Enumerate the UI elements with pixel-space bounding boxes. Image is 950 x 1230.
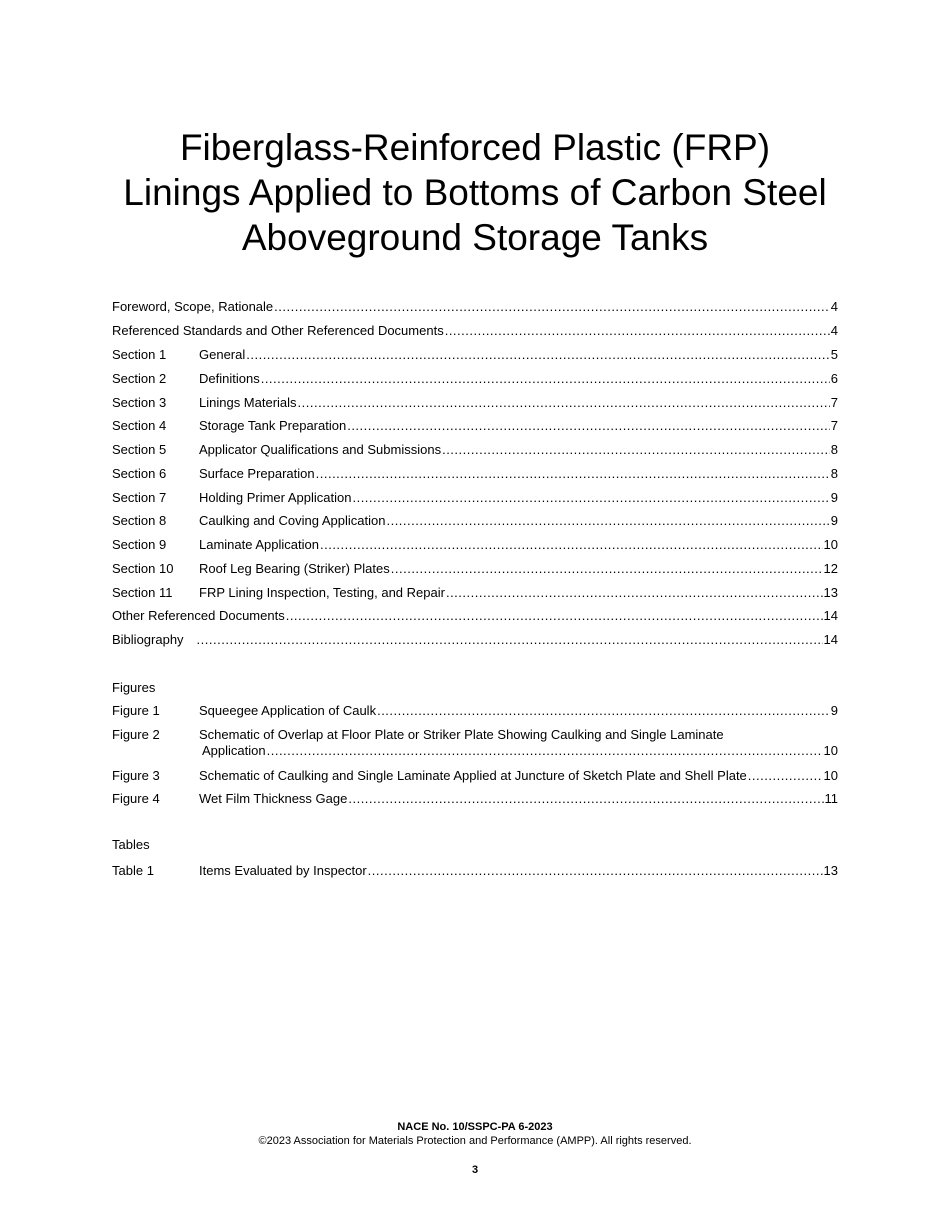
- footer-copyright: ©2023 Association for Materials Protection and Performance (AMPP). All rights reserved.: [258, 1135, 692, 1147]
- toc-entry[interactable]: [112, 606, 838, 624]
- toc-entry[interactable]: [112, 583, 838, 601]
- toc-entry-title: Referenced Standards and Other Referenced Documents: [112, 323, 444, 338]
- toc-entry[interactable]: [112, 297, 838, 315]
- toc-entry-label: Figure 1: [112, 703, 160, 718]
- toc-entry-title: FRP Lining Inspection, Testing, and Repair: [199, 585, 445, 600]
- toc-entry-label: Section 10: [112, 561, 174, 576]
- toc-leader: [391, 561, 823, 577]
- toc-entry-page: 10: [823, 537, 838, 552]
- toc-entry-title: General: [199, 347, 246, 362]
- toc-entry-title: Roof Leg Bearing (Striker) Plates: [199, 561, 390, 576]
- toc-leader: [368, 863, 823, 879]
- toc-figure-entry[interactable]: [112, 701, 838, 719]
- toc-entry[interactable]: [112, 535, 838, 553]
- toc-entry-label: Table 1: [112, 863, 154, 878]
- toc-leader: [274, 299, 830, 315]
- toc-table-entry[interactable]: [112, 861, 838, 879]
- toc-entry-label: Section 1: [112, 347, 167, 362]
- toc-leader: [316, 466, 830, 482]
- toc-leader: [286, 608, 823, 624]
- toc-entry-title: Application: [202, 743, 266, 758]
- toc-entry-page: 9: [830, 490, 838, 505]
- toc-entry-label: Section 3: [112, 395, 167, 410]
- toc-entry-title: Laminate Application: [199, 537, 319, 552]
- toc-entry-page: 6: [830, 371, 838, 386]
- toc-leader: [377, 703, 830, 719]
- toc-entry-page: 8: [830, 442, 838, 457]
- toc-entry-title: Caulking and Coving Application: [199, 513, 386, 528]
- toc-entry-label: Section 6: [112, 466, 167, 481]
- document-title: [0, 125, 950, 260]
- toc-entry-label: Figure 3: [112, 768, 160, 783]
- toc-leader: [267, 743, 823, 759]
- toc-entry-page: 7: [830, 395, 838, 410]
- toc-entry-page: 14: [823, 608, 838, 623]
- toc-leader: [386, 513, 829, 529]
- toc-entry-title: Wet Film Thickness Gage: [199, 791, 348, 806]
- toc-leader: [347, 418, 830, 434]
- toc-entry-label: Section 11: [112, 585, 173, 600]
- toc-entry-page: 7: [830, 418, 838, 433]
- toc-entry-title: Applicator Qualifications and Submissions: [199, 442, 442, 457]
- toc-leader: [320, 537, 823, 553]
- title-line-1: Fiberglass-Reinforced Plastic (FRP): [179, 127, 771, 168]
- toc-entry-title: Foreword, Scope, Rationale: [112, 299, 274, 314]
- toc-figure-entry[interactable]: [112, 725, 838, 761]
- toc-entry-label: Section 2: [112, 371, 167, 386]
- toc-entry-label: Figure 2: [112, 727, 160, 742]
- toc-entry[interactable]: [112, 416, 838, 434]
- toc-figure-entry[interactable]: [112, 766, 838, 784]
- toc-entry-label: Section 9: [112, 537, 167, 552]
- toc-entry-page: 4: [830, 299, 838, 314]
- toc-entry-title: Other Referenced Documents: [112, 608, 285, 623]
- page-number: 3: [471, 1164, 479, 1176]
- toc-entry-page: 11: [824, 791, 838, 806]
- toc-entry-label: Section 5: [112, 442, 167, 457]
- toc-entry-title-line-1: Schematic of Overlap at Floor Plate or Striker Plate Showing Caulking and Single Laminate: [199, 727, 724, 742]
- toc-entry[interactable]: [112, 369, 838, 387]
- toc-entry-page: 13: [823, 863, 838, 878]
- toc-entry-title: Linings Materials: [199, 395, 297, 410]
- toc-entry-title: Definitions: [199, 371, 260, 386]
- toc-entry[interactable]: [112, 559, 838, 577]
- toc-entry-page: 5: [830, 347, 838, 362]
- toc-entry-title: Holding Primer Application: [199, 490, 352, 505]
- toc-leader: [298, 395, 830, 411]
- toc-entry-title: Bibliography: [112, 632, 184, 647]
- toc-entry-title: Items Evaluated by Inspector: [199, 863, 367, 878]
- toc-entry-page: 9: [830, 513, 838, 528]
- toc-entry-title: Surface Preparation: [199, 466, 315, 481]
- toc-entry[interactable]: [112, 488, 838, 506]
- toc-entry-page: 8: [830, 466, 838, 481]
- toc-entry[interactable]: [112, 511, 838, 529]
- toc-leader: [348, 791, 823, 807]
- toc-entry-page: 14: [823, 632, 838, 647]
- toc-entry-label: Section 8: [112, 513, 167, 528]
- toc-leader: [246, 347, 830, 363]
- toc-leader: [445, 323, 830, 339]
- toc-entry-page: 12: [823, 561, 838, 576]
- toc-entry-page: 10: [823, 743, 838, 758]
- toc-entry-page: 9: [830, 703, 838, 718]
- tables-heading: Tables: [112, 837, 150, 852]
- toc-leader: [442, 442, 830, 458]
- toc-entry-label: Figure 4: [112, 791, 160, 806]
- title-line-3: Aboveground Storage Tanks: [241, 217, 709, 258]
- toc-entry-label: Section 7: [112, 490, 167, 505]
- toc-entry[interactable]: [112, 630, 838, 648]
- toc-entry-page: 4: [830, 323, 838, 338]
- toc-entry[interactable]: [112, 393, 838, 411]
- toc-leader: [446, 585, 823, 601]
- toc-entry[interactable]: [112, 321, 838, 339]
- toc-entry-title: Storage Tank Preparation: [199, 418, 347, 433]
- toc-entry[interactable]: [112, 345, 838, 363]
- toc-entry[interactable]: [112, 464, 838, 482]
- toc-leader: [352, 490, 829, 506]
- toc-leader: [748, 768, 823, 784]
- toc-leader: [197, 632, 823, 648]
- toc-entry[interactable]: [112, 440, 838, 458]
- toc-entry-label: Section 4: [112, 418, 167, 433]
- toc-entry-page: 13: [823, 585, 838, 600]
- toc-figure-entry[interactable]: [112, 789, 838, 807]
- toc-entry-page: 10: [823, 768, 838, 783]
- footer-standard: NACE No. 10/SSPC-PA 6-2023: [397, 1121, 553, 1133]
- toc-entry-title: Schematic of Caulking and Single Laminate Applied at Juncture of Sketch Plate and Shell Plate: [199, 768, 747, 783]
- toc-leader: [261, 371, 830, 387]
- figures-heading: Figures: [112, 680, 156, 695]
- toc-entry-title: Squeegee Application of Caulk: [199, 703, 377, 718]
- title-line-2: Linings Applied to Bottoms of Carbon Steel: [123, 172, 827, 213]
